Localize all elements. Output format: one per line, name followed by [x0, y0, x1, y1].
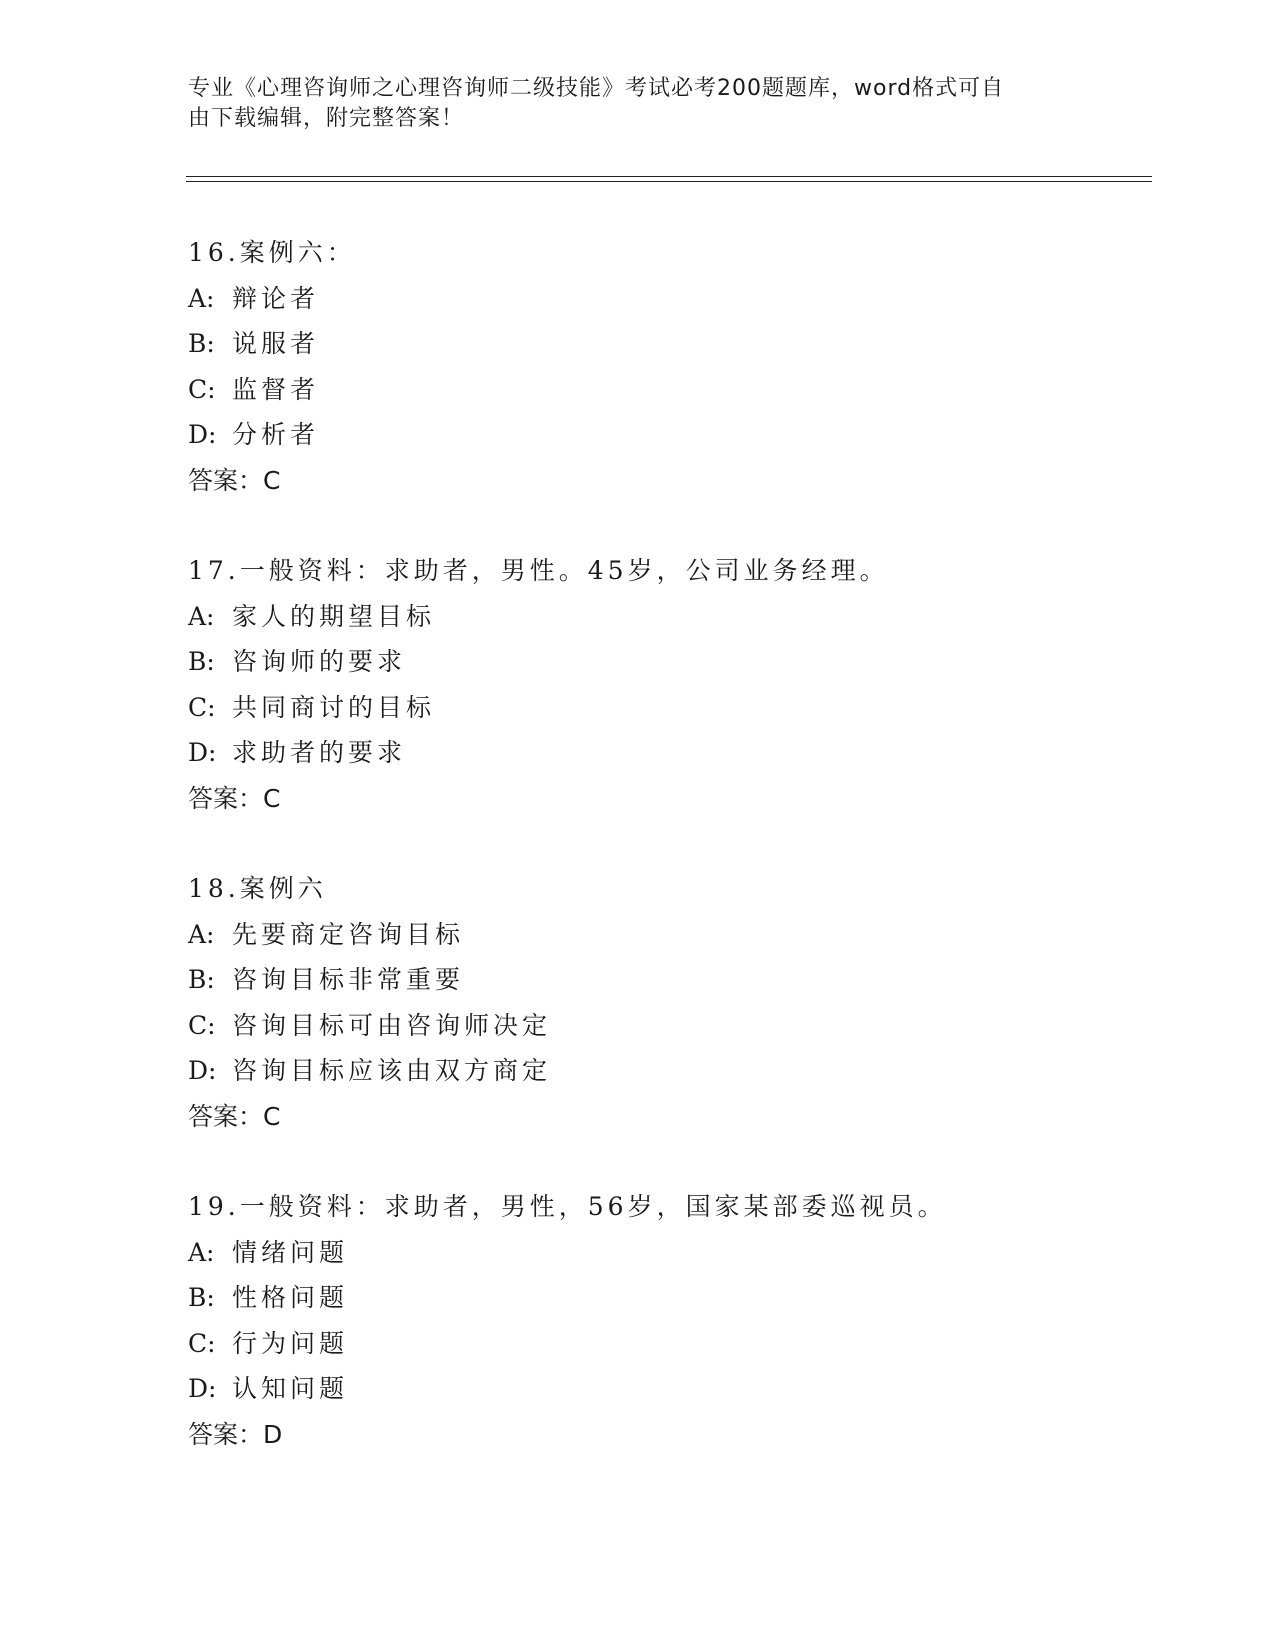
- question-stem: 19.一般资料：求助者，男性，56岁，国家某部委巡视员。: [188, 1192, 947, 1221]
- option-letter: D:: [188, 1374, 217, 1403]
- option-letter: B:: [188, 965, 215, 994]
- option-c: [188, 367, 1148, 413]
- option-c: [188, 1003, 1148, 1049]
- option-b: [188, 1275, 1148, 1321]
- option-letter: C:: [188, 692, 216, 722]
- option-b: [188, 321, 1148, 367]
- option-d: [188, 730, 1148, 776]
- header-divider-bottom: [186, 181, 1152, 182]
- option-text: 说服者: [232, 329, 320, 358]
- option-c: [188, 1321, 1148, 1367]
- question-16: [188, 230, 1148, 503]
- option-letter: A:: [188, 1237, 215, 1267]
- option-text: 行为问题: [232, 1328, 349, 1358]
- option-text: 先要商定咨询目标: [232, 919, 465, 949]
- option-letter: A:: [188, 283, 215, 313]
- header-line-2: 由下载编辑，附完整答案！: [188, 106, 465, 131]
- question-17: [188, 548, 1148, 821]
- option-letter: A:: [188, 601, 215, 631]
- question-18: [188, 866, 1148, 1139]
- option-text: 分析者: [232, 420, 320, 449]
- question-stem: 17.一般资料：求助者，男性。45岁，公司业务经理。: [188, 556, 889, 585]
- question-stem: 18.案例六: [188, 874, 327, 903]
- option-a: [188, 1230, 1148, 1276]
- option-a: [188, 276, 1148, 322]
- header-line-1: 专业《心理咨询师之心理咨询师二级技能》考试必考200题题库，word格式可自: [188, 76, 1005, 101]
- option-d: [188, 412, 1148, 458]
- option-b: [188, 957, 1148, 1003]
- option-letter: B:: [188, 1283, 215, 1312]
- option-a: [188, 594, 1148, 640]
- option-text: 监督者: [232, 374, 320, 404]
- option-letter: C:: [188, 1328, 216, 1358]
- option-text: 咨询目标应该由双方商定: [232, 1056, 552, 1085]
- question-19: [188, 1184, 1148, 1457]
- option-text: 求助者的要求: [232, 738, 407, 767]
- option-text: 性格问题: [232, 1283, 349, 1312]
- option-letter: D:: [188, 1056, 217, 1085]
- document-header: [188, 74, 1068, 134]
- option-letter: C:: [188, 1010, 216, 1040]
- option-text: 咨询目标非常重要: [232, 965, 465, 994]
- answer: 答案：C: [188, 465, 281, 495]
- option-letter: D:: [188, 738, 217, 767]
- option-d: [188, 1366, 1148, 1412]
- option-letter: C:: [188, 374, 216, 404]
- option-letter: D:: [188, 420, 217, 449]
- option-text: 认知问题: [232, 1374, 349, 1403]
- header-divider-top: [186, 176, 1152, 177]
- answer: 答案：C: [188, 1101, 281, 1131]
- question-stem: 16.案例六：: [188, 238, 356, 267]
- option-d: [188, 1048, 1148, 1094]
- option-text: 家人的期望目标: [232, 601, 436, 631]
- option-letter: B:: [188, 329, 215, 358]
- option-text: 共同商讨的目标: [232, 692, 436, 722]
- answer: 答案：D: [188, 1419, 283, 1449]
- option-c: [188, 685, 1148, 731]
- option-text: 情绪问题: [232, 1237, 349, 1267]
- option-text: 咨询师的要求: [232, 647, 407, 676]
- option-text: 辩论者: [232, 283, 320, 313]
- option-letter: B:: [188, 647, 215, 676]
- option-text: 咨询目标可由咨询师决定: [232, 1010, 552, 1040]
- option-a: [188, 912, 1148, 958]
- answer: 答案：C: [188, 783, 281, 813]
- option-letter: A:: [188, 919, 215, 949]
- option-b: [188, 639, 1148, 685]
